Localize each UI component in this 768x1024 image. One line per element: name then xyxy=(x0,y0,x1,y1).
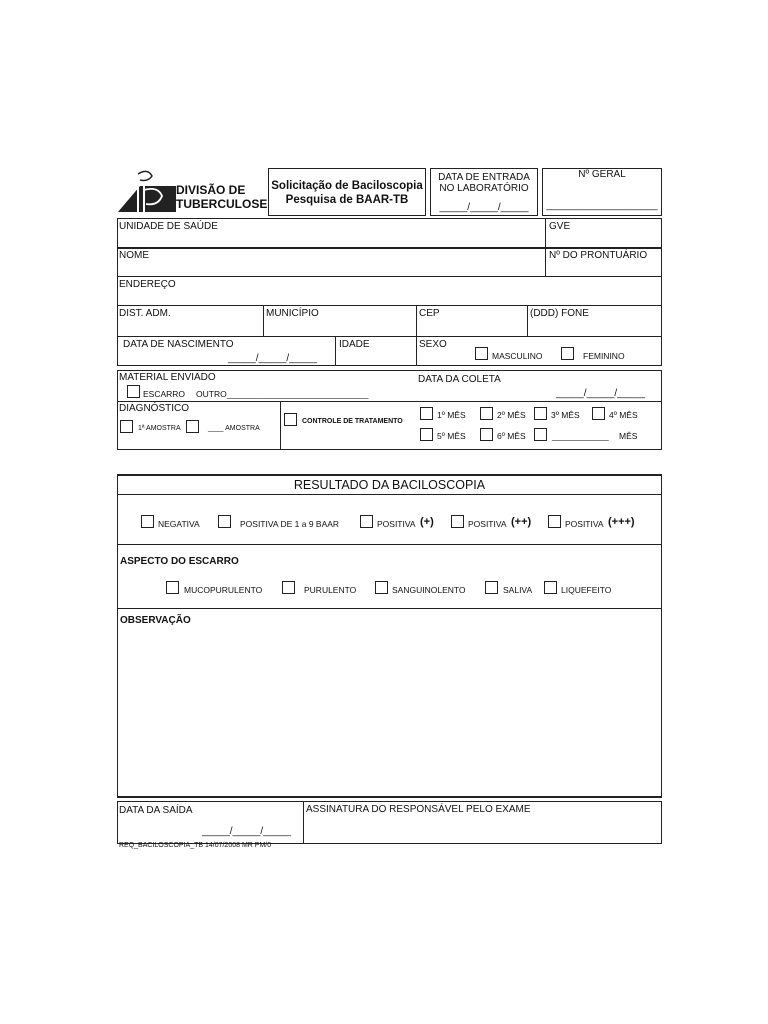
nome-label: NOME xyxy=(119,250,149,261)
form-subtitle: Pesquisa de BAAR-TB xyxy=(285,194,409,206)
divider xyxy=(263,305,264,336)
saida-label: DATA DA SAÍDA xyxy=(119,805,193,816)
amostra2-label: ____ AMOSTRA xyxy=(208,425,260,432)
org-name-line1: DIVISÃO DE xyxy=(176,183,246,197)
diagnostico-label: DIAGNÓSTICO xyxy=(119,403,190,414)
municipio-label: MUNICÍPIO xyxy=(266,308,319,319)
form-code: REQ_BACILOSCOPIA_TB 14/07/2008 MR PM/0 xyxy=(119,842,272,849)
positiva1-checkbox[interactable] xyxy=(360,515,373,528)
divider xyxy=(280,401,281,450)
amostra1-checkbox[interactable] xyxy=(120,420,133,433)
saliva-checkbox[interactable] xyxy=(485,581,498,594)
escarro-checkbox[interactable] xyxy=(127,385,140,398)
mes5-label: 5º MÊS xyxy=(437,431,466,441)
divider xyxy=(117,336,662,337)
mes1-checkbox[interactable] xyxy=(420,407,433,420)
unidade-label: UNIDADE DE SAÚDE xyxy=(119,221,218,232)
purulento-checkbox[interactable] xyxy=(282,581,295,594)
mes2-label: 2º MÊS xyxy=(497,410,526,420)
sanguinolento-label: SANGUINOLENTO xyxy=(392,585,466,595)
geral-label: Nº GERAL xyxy=(578,169,626,180)
mes2-checkbox[interactable] xyxy=(480,407,493,420)
masculino-checkbox[interactable] xyxy=(475,347,488,360)
divider xyxy=(117,494,662,495)
logo-icon xyxy=(118,168,176,214)
dist-adm-label: DIST. ADM. xyxy=(119,308,171,319)
positiva1-label: POSITIVA xyxy=(377,519,416,529)
purulento-label: PURULENTO xyxy=(304,585,357,595)
endereco-label: ENDEREÇO xyxy=(119,279,176,290)
feminino-checkbox[interactable] xyxy=(561,347,574,360)
observacao-area[interactable] xyxy=(118,628,661,796)
form-title: Solicitação de Baciloscopia xyxy=(271,180,423,192)
logo xyxy=(118,168,176,214)
negativa-checkbox[interactable] xyxy=(141,515,154,528)
positiva3-checkbox[interactable] xyxy=(548,515,561,528)
idade-label: IDADE xyxy=(339,339,370,350)
negativa-label: NEGATIVA xyxy=(158,519,200,529)
observacao-label: OBSERVAÇÃO xyxy=(120,615,191,626)
mes3-label: 3º MÊS xyxy=(551,410,580,420)
mes4-checkbox[interactable] xyxy=(592,407,605,420)
divider xyxy=(117,276,662,277)
amostra2-checkbox[interactable] xyxy=(186,420,199,433)
saliva-label: SALIVA xyxy=(503,585,533,595)
positiva2-symbol: (++) xyxy=(511,516,532,528)
escarro-label: ESCARRO xyxy=(143,389,186,399)
mes5-checkbox[interactable] xyxy=(420,428,433,441)
divider xyxy=(527,305,528,336)
mes1-label: 1º MÊS xyxy=(437,410,466,420)
positiva3-label: POSITIVA xyxy=(565,519,604,529)
entry-date-field[interactable]: _____/_____/_____ xyxy=(439,202,529,213)
divider xyxy=(117,544,662,545)
positiva1-symbol: (+) xyxy=(420,516,434,528)
geral-field[interactable]: ____________________ xyxy=(546,200,658,211)
nascimento-label: DATA DE NASCIMENTO xyxy=(123,339,234,350)
saida-field[interactable]: _____/_____/_____ xyxy=(202,826,291,837)
material-label: MATERIAL ENVIADO xyxy=(119,372,216,383)
positiva2-label: POSITIVA xyxy=(468,519,507,529)
assinatura-label: ASSINATURA DO RESPONSÁVEL PELO EXAME xyxy=(306,804,531,815)
divider xyxy=(416,305,417,366)
coleta-field[interactable]: _____/_____/_____ xyxy=(556,388,645,399)
divider xyxy=(303,801,304,844)
fone-label: (DDD) FONE xyxy=(530,308,589,319)
coleta-label: DATA DA COLETA xyxy=(418,374,501,385)
mes4-label: 4º MÊS xyxy=(609,410,638,420)
masculino-label: MASCULINO xyxy=(492,351,543,361)
outro-field[interactable]: OUTRO______________________________ xyxy=(196,389,369,399)
controle-checkbox[interactable] xyxy=(284,413,297,426)
divider xyxy=(545,218,546,276)
mes-other-field[interactable]: ____________ xyxy=(552,431,609,441)
sanguinolento-checkbox[interactable] xyxy=(375,581,388,594)
positiva2-checkbox[interactable] xyxy=(451,515,464,528)
prontuario-label: Nº DO PRONTUÁRIO xyxy=(549,250,648,261)
liquefeito-checkbox[interactable] xyxy=(544,581,557,594)
liquefeito-label: LIQUEFEITO xyxy=(561,585,612,595)
feminino-label: FEMININO xyxy=(583,351,625,361)
org-name-line2: TUBERCULOSE xyxy=(176,197,268,211)
mucopurulento-label: MUCOPURULENTO xyxy=(184,585,263,595)
mes-other-label: MÊS xyxy=(619,431,638,441)
divider xyxy=(117,608,662,609)
sexo-label: SEXO xyxy=(419,339,447,350)
nascimento-field[interactable]: _____/_____/_____ xyxy=(228,353,317,364)
mes6-checkbox[interactable] xyxy=(480,428,493,441)
divider xyxy=(117,247,662,249)
entry-date-label-2: NO LABORATÓRIO xyxy=(439,183,529,194)
mes6-label: 6º MÊS xyxy=(497,431,526,441)
aspecto-label: ASPECTO DO ESCARRO xyxy=(120,556,239,567)
divider xyxy=(117,401,662,402)
mucopurulento-checkbox[interactable] xyxy=(166,581,179,594)
positiva-1-9-checkbox[interactable] xyxy=(218,515,231,528)
resultado-title: RESULTADO DA BACILOSCOPIA xyxy=(293,478,486,492)
assinatura-area[interactable] xyxy=(305,818,660,843)
controle-label: CONTROLE DE TRATAMENTO xyxy=(302,418,403,425)
divider xyxy=(117,305,662,306)
gve-label: GVE xyxy=(549,221,571,232)
mes-other-checkbox[interactable] xyxy=(534,428,547,441)
cep-label: CEP xyxy=(419,308,440,319)
positiva3-symbol: (+++) xyxy=(608,516,635,528)
entry-date-label-1: DATA DE ENTRADA xyxy=(438,172,530,183)
amostra1-label: 1ª AMOSTRA xyxy=(138,425,181,432)
mes3-checkbox[interactable] xyxy=(534,407,547,420)
divider xyxy=(335,336,336,366)
positiva-1-9-label: POSITIVA DE 1 a 9 BAAR xyxy=(240,519,340,529)
